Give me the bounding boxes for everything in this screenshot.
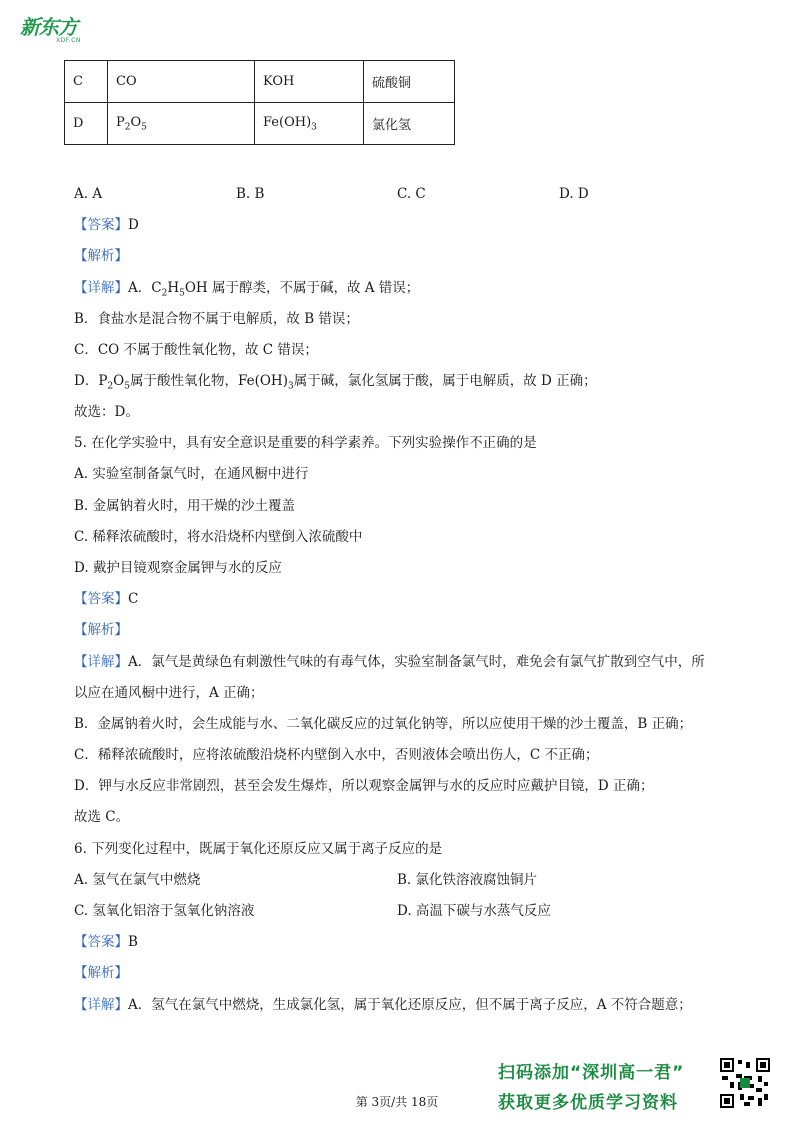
q6-option-d: D. 高温下碳与水蒸气反应 [397, 903, 551, 919]
q4-option-d: D. D [559, 186, 589, 202]
q6-detail-1 [74, 996, 692, 1014]
text: A．C [128, 280, 162, 296]
formula-sub: 3 [287, 381, 294, 392]
formula-sub: 2 [161, 288, 168, 299]
brand-name: 新东方 [20, 15, 77, 39]
row-label: C [65, 61, 108, 103]
row-label: D [65, 103, 108, 145]
text: D．P [74, 373, 108, 389]
promo-line-1: 扫码添加“深圳高一君” [498, 1063, 685, 1083]
detail-tag: 【详解】 [74, 654, 128, 670]
table-cell: 氯化氢 [364, 103, 455, 145]
table-row [65, 61, 455, 103]
q5-detail-4: D．钾与水反应非常剧烈，甚至会发生爆炸，所以观察金属钾与水的反应时应戴护目镜，D 正确； [74, 778, 654, 794]
formula-sub: 5 [141, 122, 147, 133]
formula-sub: 5 [179, 288, 185, 299]
q5-option-a: A. 实验室制备氯气时，在通风橱中进行 [74, 466, 309, 482]
q5-conclusion: 故选 C。 [74, 809, 130, 825]
q6-analysis-tag [74, 964, 128, 982]
text: OH 属于醇类，不属于碱，故 A 错误； [184, 280, 420, 296]
q5-detail-3: C．稀释浓硫酸时，应将浓硫酸沿烧杯内壁倒入水中，否则液体会喷出伤人，C 不正确； [74, 747, 599, 763]
qr-code-icon [720, 1058, 770, 1108]
formula-sub: 2 [107, 381, 114, 392]
text: A．氢气在氯气中燃烧，生成氯化氢，属于氧化还原反应，但不属于离子反应，A 不符合题意； [128, 997, 692, 1013]
formula-part: Fe(OH) [263, 114, 312, 130]
q5-option-c: C. 稀释浓硫酸时，将水沿烧杯内壁倒入浓硫酸中 [74, 529, 363, 545]
q4-analysis-tag [74, 247, 128, 265]
table-cell [255, 103, 364, 145]
q6-stem: 6. 下列变化过程中，既属于氧化还原反应又属于离子反应的是 [74, 841, 443, 857]
answer-tag: 【答案】 [74, 934, 128, 950]
q5-option-d: D. 戴护目镜观察金属钾与水的反应 [74, 560, 282, 576]
text: H [167, 280, 180, 296]
q4-detail-4 [74, 372, 597, 396]
promo-line-2: 获取更多优质学习资料 [498, 1093, 678, 1113]
answer-value: B [128, 934, 138, 950]
q6-option-a: A. 氢气在氯气中燃烧 [74, 872, 201, 888]
q6-answer [74, 933, 138, 951]
table-cell: KOH [255, 61, 364, 103]
brand-sub: XDF.CN [56, 37, 81, 44]
q5-stem: 5. 在化学实验中，具有安全意识是重要的科学素养。下列实验操作不正确的是 [74, 435, 537, 451]
table-cell: CO [108, 61, 255, 103]
text: A．氯气是黄绿色有刺激性气味的有毒气体，实验室制备氯气时，难免会有氯气扩散到空气中，所 [128, 654, 705, 670]
answer-value: C [128, 591, 139, 607]
answer-tag: 【答案】 [74, 591, 128, 607]
formula-part: O [130, 114, 142, 130]
formula-part: P [116, 114, 125, 130]
q5-detail-2: B．金属钠着火时，会生成能与水、二氧化碳反应的过氧化钠等，所以应使用干燥的沙土覆盖，B 正确； [74, 716, 693, 732]
text: O [113, 373, 125, 389]
q5-detail-1b: 以应在通风橱中进行，A 正确； [74, 685, 264, 701]
table-cell [108, 103, 255, 145]
answer-tag: 【答案】 [74, 217, 128, 233]
answer-value: D [128, 217, 139, 233]
q6-option-c: C. 氢氧化铝溶于氢氧化钠溶液 [74, 903, 255, 919]
q6-option-b: B. 氯化铁溶液腐蚀铜片 [397, 872, 538, 888]
q4-detail-1 [74, 279, 419, 303]
q4-detail-3: C．CO 不属于酸性氧化物，故 C 错误； [74, 342, 318, 358]
analysis-tag: 【解析】 [74, 248, 128, 264]
formula-sub: 2 [124, 122, 131, 133]
analysis-tag: 【解析】 [74, 622, 128, 638]
q4-option-c: C. C [397, 186, 426, 202]
brand-logo [20, 16, 90, 46]
q4-detail-2: B．食盐水是混合物不属于电解质，故 B 错误； [74, 311, 359, 327]
table-cell: 硫酸铜 [364, 61, 455, 103]
table-row [65, 103, 455, 145]
text: 属于碱，氯化氢属于酸，属于电解质，故 D 正确； [293, 373, 597, 389]
formula-sub: 5 [124, 381, 130, 392]
page-number: 第 3页/共 18页 [355, 1095, 439, 1109]
q4-conclusion: 故选：D。 [74, 404, 139, 420]
q4-option-b: B. B [236, 186, 265, 202]
q5-detail-1 [74, 653, 705, 671]
options-table [64, 60, 455, 145]
detail-tag: 【详解】 [74, 280, 128, 296]
formula-sub: 3 [311, 122, 317, 133]
analysis-tag: 【解析】 [74, 965, 128, 981]
q5-option-b: B. 金属钠着火时，用干燥的沙土覆盖 [74, 498, 296, 514]
q4-option-a: A. A [74, 186, 103, 202]
q5-answer [74, 590, 138, 608]
text: 属于酸性氧化物，Fe(OH) [129, 373, 288, 389]
q5-analysis-tag [74, 621, 128, 639]
q4-answer [74, 216, 139, 234]
detail-tag: 【详解】 [74, 997, 128, 1013]
